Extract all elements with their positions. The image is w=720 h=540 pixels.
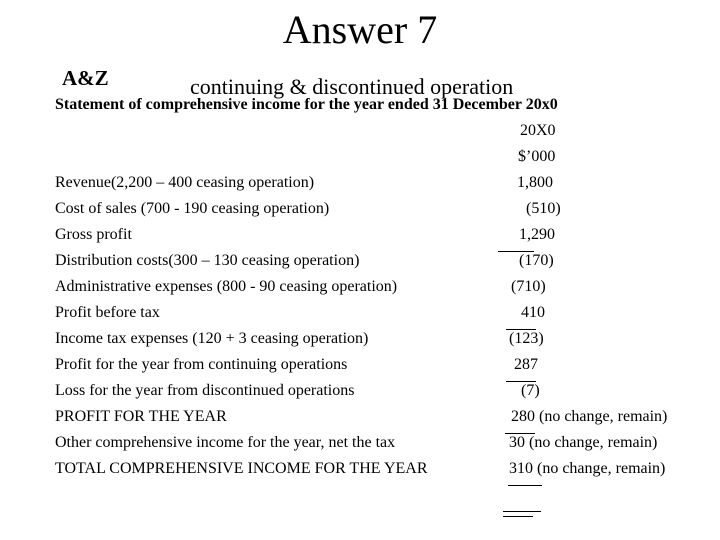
row-value-revenue: 1,800 xyxy=(517,174,553,191)
row-value-distribution-costs: (170) xyxy=(519,252,554,269)
total-double-rule xyxy=(503,516,533,517)
column-header-unit: $’000 xyxy=(518,148,556,165)
row-label-loss-discontinued: Loss for the year from discontinued operations xyxy=(55,382,355,399)
row-label-distribution-costs: Distribution costs(300 – 130 ceasing operation) xyxy=(55,252,360,269)
row-label-profit-continuing: Profit for the year from continuing operations xyxy=(55,356,348,373)
subtotal-rule xyxy=(498,251,534,252)
total-double-rule xyxy=(508,485,542,486)
row-value-profit-before-tax: 410 xyxy=(521,304,545,321)
page-title: Answer 7 xyxy=(282,7,438,52)
row-value-loss-discontinued: (7) xyxy=(521,382,540,399)
row-label-profit-for-year: PROFIT FOR THE YEAR xyxy=(55,408,227,425)
row-label-revenue: Revenue(2,200 – 400 ceasing operation) xyxy=(55,174,315,191)
total-double-rule xyxy=(503,511,541,512)
subtotal-rule xyxy=(505,433,535,434)
statement-heading: Statement of comprehensive income for the year ended 31 December 20x0 xyxy=(55,96,558,113)
row-value-profit-for-year: 280 (no change, remain) xyxy=(511,408,668,425)
row-label-cost-of-sales: Cost of sales (700 - 190 ceasing operation) xyxy=(55,200,330,217)
row-value-income-tax: (123) xyxy=(509,330,544,347)
row-label-administrative-expenses: Administrative expenses (800 - 90 ceasing operation) xyxy=(55,278,398,295)
row-value-other-comprehensive-income: 30 (no change, remain) xyxy=(509,434,658,451)
row-value-gross-profit: 1,290 xyxy=(519,226,555,243)
column-header-year: 20X0 xyxy=(520,122,556,139)
row-value-cost-of-sales: (510) xyxy=(526,200,561,217)
row-value-total-comprehensive-income: 310 (no change, remain) xyxy=(509,460,666,477)
row-value-administrative-expenses: (710) xyxy=(511,278,546,295)
subtotal-rule xyxy=(506,329,536,330)
subtotal-rule xyxy=(506,381,536,382)
row-label-total-comprehensive-income: TOTAL COMPREHENSIVE INCOME FOR THE YEAR xyxy=(55,460,428,477)
row-label-other-comprehensive-income: Other comprehensive income for the year, net the tax xyxy=(55,434,396,451)
subtitle: continuing & discontinued operation xyxy=(190,74,514,99)
company-tag: A&Z xyxy=(62,66,109,90)
row-value-profit-continuing: 287 xyxy=(514,356,538,373)
row-label-gross-profit: Gross profit xyxy=(55,226,132,243)
row-label-profit-before-tax: Profit before tax xyxy=(55,304,160,321)
row-label-income-tax: Income tax expenses (120 + 3 ceasing operation) xyxy=(55,330,369,347)
